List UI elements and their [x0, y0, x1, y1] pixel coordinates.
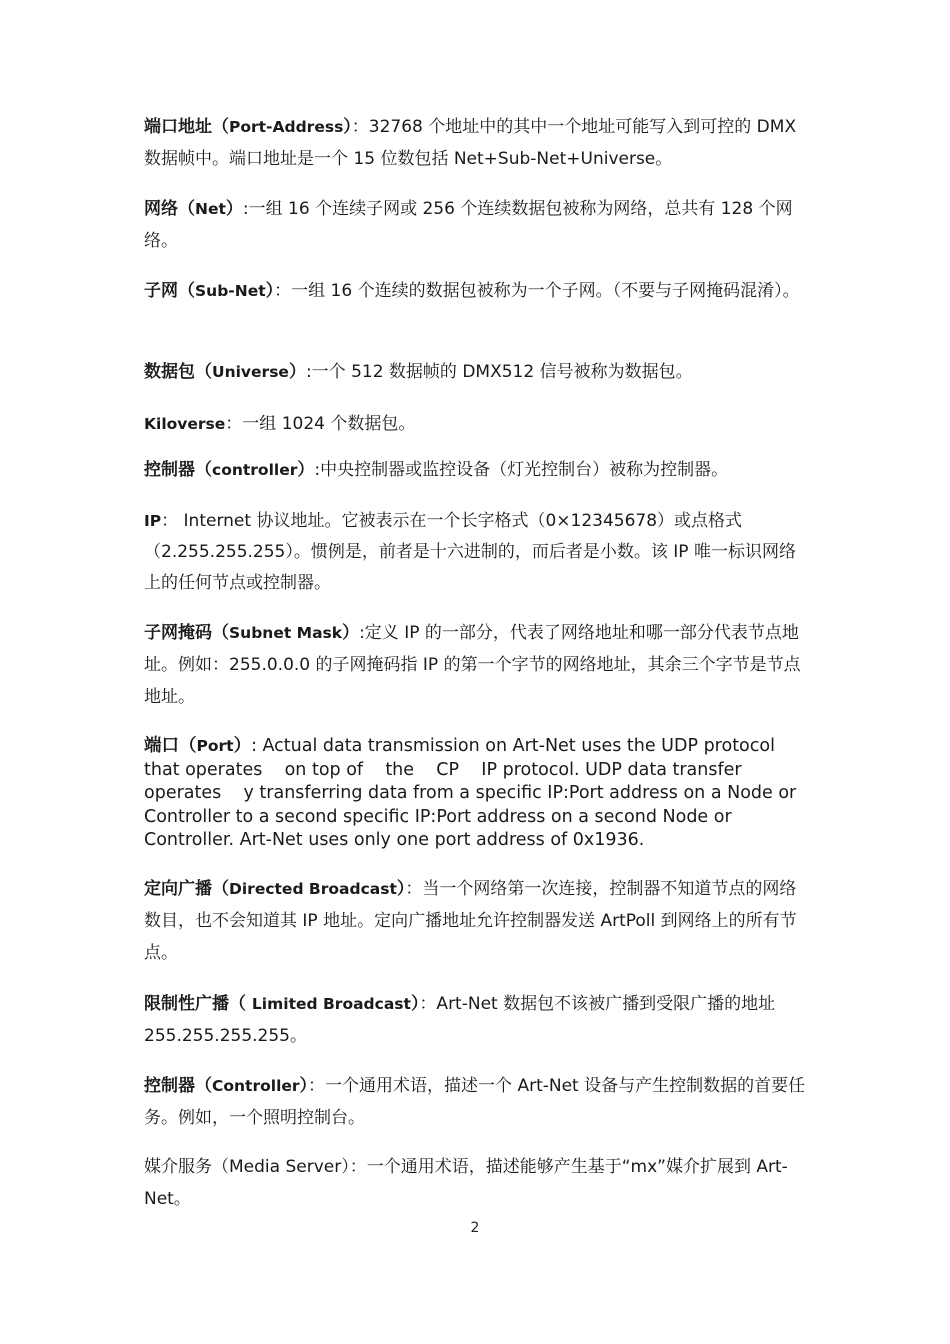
term-close: ） — [343, 117, 352, 137]
definition-text: ：一组 1024 个数据包。 — [225, 414, 416, 434]
page-number: 2 — [470, 1220, 480, 1236]
term-label: 网络（ — [144, 199, 195, 219]
term-english: Directed Broadcast — [229, 880, 397, 898]
definition-port — [144, 735, 808, 853]
definition-controller-lower — [144, 454, 808, 486]
definition-subnet-mask — [144, 617, 808, 713]
term-english: Port — [196, 737, 234, 755]
term-label: 控制器（ — [144, 460, 212, 480]
definition-kiloverse — [144, 408, 808, 440]
term-english: Subnet Mask — [229, 624, 343, 642]
definition-text: :定义 IP 的一部分，代表了网络地址和哪一部分代表节点地址。例如：255.0.0.0 的子网掩码指 IP 的第一个字节的网络地址，其余三个字节是节点地址。 — [144, 623, 801, 707]
definition-text: :一组 16 个连续子网或 256 个连续数据包被称为网络，总共有 128 个网络。 — [144, 199, 793, 251]
term-label: 子网掩码（ — [144, 623, 229, 643]
term-english: Limited Broadcast — [251, 995, 411, 1013]
term-english: Controller — [212, 1077, 300, 1095]
definition-text: ： Internet 协议地址。它被表示在一个长字格式（0×12345678）或点格式（2.255.255.255）。惯例是，前者是十六进制的，而后者是小数。该 IP 唯一标识网络上的任何节点或控制器。 — [144, 511, 796, 593]
term-english: Universe — [212, 363, 289, 381]
definition-text: :一个 512 数据帧的 DMX512 信号被称为数据包。 — [305, 362, 693, 382]
term-close: ） — [288, 362, 306, 382]
definition-text: ：当一个网络第一次连接，控制器不知道节点的网络数目，也不会知道其 IP 地址。定向广播地址允许控制器发送 ArtPoll 到网络上的所有节点。 — [144, 879, 797, 963]
definition-controller — [144, 1070, 808, 1134]
term-label: 端口（ — [144, 736, 197, 756]
term-label: 子网（ — [144, 281, 195, 301]
term-label: 控制器（ — [144, 1076, 212, 1096]
term-close: ） — [396, 879, 406, 899]
term-close: ） — [342, 623, 360, 643]
term-english: Net — [195, 200, 226, 218]
term-close: ） — [299, 1076, 309, 1096]
term-close: ） — [225, 199, 243, 219]
definition-text: ：一个通用术语，描述一个 Art-Net 设备与产生控制数据的首要任务。例如，一个照明控制台。 — [144, 1076, 806, 1128]
definition-text: 媒介服务（Media Server）：一个通用术语，描述能够产生基于“mx”媒介扩展到 Art-Net。 — [144, 1157, 788, 1209]
term-close: ） — [297, 460, 315, 480]
term-close: ） — [265, 281, 275, 301]
definition-port-address — [144, 111, 808, 175]
definition-text: : Actual data transmission on Art-Net uses the UDP protocol that operates on top of the CP IP protocol. UDP data transfer operates y transferring data from a specific IP:Port address on a Node or Controller to a second specific IP:Port address on a second Node or Controller. Art-Net uses only one port address of 0x1936. — [144, 736, 802, 850]
term-english: Kiloverse — [144, 415, 226, 433]
definition-text: :中央控制器或监控设备（灯光控制台）被称为控制器。 — [314, 460, 729, 480]
term-label: 定向广播（ — [144, 879, 229, 899]
term-english: Sub-Net — [195, 282, 266, 300]
definition-text: ：32768 个地址中的其中一个地址可能写入到可控的 DMX 数据帧中。端口地址是一个 15 位数包括 Net+Sub-Net+Universe。 — [144, 117, 797, 169]
term-label: 限制性广播（ — [144, 994, 252, 1014]
definition-directed-broadcast — [144, 873, 808, 969]
definition-net — [144, 193, 808, 257]
term-label: 端口地址（ — [144, 117, 229, 137]
term-label: 数据包（ — [144, 362, 212, 382]
definition-universe — [144, 356, 808, 388]
term-english: controller — [212, 461, 298, 479]
definition-text: ：一组 16 个连续的数据包被称为一个子网。（不要与子网掩码混淆）。 — [274, 281, 800, 301]
term-close: ） — [410, 994, 420, 1014]
definition-sub-net — [144, 275, 808, 307]
term-english: Port-Address — [229, 118, 344, 136]
term-close: ） — [233, 736, 252, 756]
definition-ip — [144, 506, 808, 599]
definition-text: ：Art-Net 数据包不该被广播到受限广播的地址 255.255.255.255。 — [144, 994, 776, 1046]
definition-limited-broadcast — [144, 988, 808, 1052]
definition-media-server — [144, 1151, 808, 1215]
term-english: IP — [144, 512, 162, 530]
